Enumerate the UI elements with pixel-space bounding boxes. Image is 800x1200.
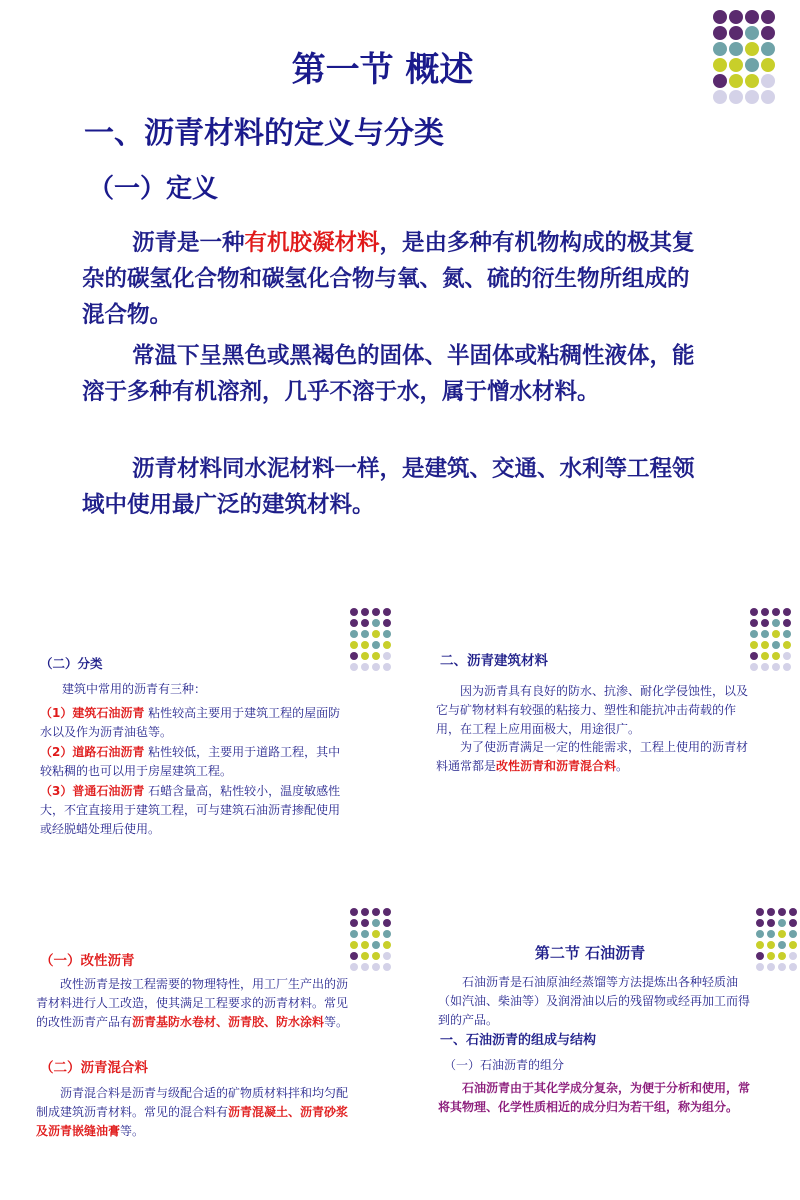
decorative-dot xyxy=(372,608,380,616)
decorative-dot xyxy=(361,630,369,638)
decorative-dot xyxy=(783,641,791,649)
decorative-dot xyxy=(350,630,358,638)
decorative-dot xyxy=(383,930,391,938)
highlight-term: 有机胶凝材料 xyxy=(244,230,380,256)
item-label: （3）普通石油沥青 xyxy=(40,784,145,798)
decorative-dot xyxy=(772,608,780,616)
decorative-dot xyxy=(372,952,380,960)
section-heading: 一、石油沥青的组成与结构 xyxy=(440,1033,597,1048)
decorative-dot xyxy=(350,952,358,960)
decorative-dot xyxy=(783,619,791,627)
item-label: （2）道路石油沥青 xyxy=(40,745,145,759)
decorative-dot xyxy=(761,663,769,671)
decorative-dot xyxy=(783,652,791,660)
decorative-dot xyxy=(729,10,743,24)
decorative-dot xyxy=(789,919,797,927)
section-heading: 一、沥青材料的定义与分类 xyxy=(84,116,444,151)
decorative-dot xyxy=(361,919,369,927)
decorative-dot xyxy=(361,608,369,616)
decorative-dot xyxy=(783,608,791,616)
slide-classification xyxy=(0,600,400,900)
decorative-dot xyxy=(383,963,391,971)
paragraph: 因为沥青具有良好的防水、抗渗、耐化学侵蚀性，以及它与矿物材料有较强的粘接力、塑性和能抗冲击荷载的作用，在工程上应用面极大，用途很广。 xyxy=(436,684,749,736)
paragraph: 石油沥青由于其化学成分复杂，为便于分析和使用，常将其物理、化学性质相近的成分归为若干组，称为组分。 xyxy=(438,1081,751,1114)
decorative-dot-grid xyxy=(350,608,391,671)
decorative-dot xyxy=(772,619,780,627)
paragraph: 改性沥青是按工程需要的物理特性，用工厂生产出的沥青材料进行人工改造，使其满足工程要求的沥青材料。常见的改性沥青产品有沥青基防水卷材、沥青胶、防水涂料等。 xyxy=(36,977,349,1029)
decorative-dot xyxy=(372,908,380,916)
decorative-dot xyxy=(372,963,380,971)
highlight-term: 沥青混凝土、沥青砂浆及沥青嵌缝油膏 xyxy=(36,1105,349,1138)
decorative-dot xyxy=(772,641,780,649)
section-heading: 二、沥青建筑材料 xyxy=(440,653,548,669)
decorative-dot xyxy=(761,641,769,649)
decorative-dot xyxy=(361,930,369,938)
decorative-dot xyxy=(361,641,369,649)
decorative-dot xyxy=(383,663,391,671)
paragraph: 为了使沥青满足一定的性能需求，工程上使用的沥青材料通常都是改性沥青和沥青混合料。 xyxy=(436,740,749,773)
heading-marker: （一）改性沥青 xyxy=(40,953,135,969)
decorative-dot xyxy=(350,919,358,927)
decorative-dot xyxy=(761,652,769,660)
decorative-dot xyxy=(361,908,369,916)
decorative-dot xyxy=(750,630,758,638)
list-item: （3）普通石油沥青 石蜡含量高，粘性较小，温度敏感性大，不宜直接用于建筑工程，可与建筑石油沥青掺配使用或经脱蜡处理后使用。 xyxy=(40,784,341,836)
decorative-dot xyxy=(383,919,391,927)
decorative-dot xyxy=(783,663,791,671)
subsection-heading: （一）石油沥青的组分 xyxy=(444,1058,565,1072)
decorative-dot xyxy=(372,663,380,671)
decorative-dot xyxy=(778,963,786,971)
decorative-dot xyxy=(350,641,358,649)
subsection-heading: （一）定义 xyxy=(88,174,219,204)
decorative-dot xyxy=(750,641,758,649)
decorative-dot xyxy=(767,919,775,927)
decorative-dot xyxy=(383,619,391,627)
decorative-dot xyxy=(713,26,727,40)
decorative-dot xyxy=(761,608,769,616)
decorative-dot xyxy=(756,930,764,938)
decorative-dot xyxy=(361,952,369,960)
decorative-dot xyxy=(372,930,380,938)
decorative-dot xyxy=(361,663,369,671)
decorative-dot xyxy=(361,963,369,971)
properties-paragraph: 常温下呈黑色或黑褐色的固体、半固体或粘稠性液体，能溶于多种有机溶剂，几乎不溶于水，属于憎水材料。 xyxy=(82,343,695,405)
slide-modified-asphalt xyxy=(0,900,400,1200)
decorative-dot xyxy=(361,941,369,949)
decorative-dot xyxy=(767,930,775,938)
slide-title: 第二节 石油沥青 xyxy=(534,944,646,962)
decorative-dot xyxy=(772,663,780,671)
decorative-dot xyxy=(745,26,759,40)
decorative-dot xyxy=(383,630,391,638)
decorative-dot xyxy=(350,908,358,916)
decorative-dot xyxy=(350,619,358,627)
decorative-dot xyxy=(778,919,786,927)
decorative-dot xyxy=(767,908,775,916)
decorative-dot xyxy=(350,930,358,938)
paragraph: 石油沥青是石油原油经蒸馏等方法提炼出各种轻质油（如汽油、柴油等）及润滑油以后的残留物或经再加工而得到的产品。 xyxy=(438,975,751,1027)
decorative-dot xyxy=(372,941,380,949)
subsection-heading: （二）分类 xyxy=(40,656,103,671)
decorative-dot xyxy=(756,908,764,916)
decorative-dot xyxy=(789,941,797,949)
decorative-dot xyxy=(729,90,743,104)
decorative-dot xyxy=(761,90,775,104)
usage-paragraph: 沥青材料同水泥材料一样，是建筑、交通、水利等工程领域中使用最广泛的建筑材料。 xyxy=(82,456,695,518)
definition-paragraph: 沥青是一种有机胶凝材料，是由多种有机物构成的极其复杂的碳氢化合物和碳氢化合物与氧、氮、硫的衍生物所组成的混合物。 xyxy=(82,230,695,328)
decorative-dot xyxy=(778,930,786,938)
decorative-dot xyxy=(761,619,769,627)
decorative-dot xyxy=(783,630,791,638)
decorative-dot xyxy=(756,963,764,971)
decorative-dot xyxy=(350,963,358,971)
list-item: （1）建筑石油沥青 粘性较高主要用于建筑工程的屋面防水以及作为沥青油毡等。 xyxy=(40,706,341,739)
decorative-dot xyxy=(761,630,769,638)
decorative-dot xyxy=(383,608,391,616)
paragraph: 沥青混合料是沥青与级配合适的矿物质材料拌和均匀配制成建筑沥青材料。常见的混合料有沥青混凝土、沥青砂浆及沥青嵌缝油膏等。 xyxy=(36,1086,349,1138)
highlight-term: 改性沥青和沥青混合料 xyxy=(496,759,617,773)
decorative-dot xyxy=(761,26,775,40)
item-label: （1）建筑石油沥青 xyxy=(40,706,145,720)
decorative-dot xyxy=(350,608,358,616)
slide-petroleum-asphalt xyxy=(400,900,800,1200)
decorative-dot xyxy=(361,619,369,627)
decorative-dot xyxy=(361,652,369,660)
subsection-heading xyxy=(40,952,135,971)
decorative-dot-grid xyxy=(750,608,791,671)
decorative-dot xyxy=(750,663,758,671)
decorative-dot xyxy=(372,652,380,660)
highlight-term: 沥青基防水卷材、沥青胶、防水涂料 xyxy=(132,1015,325,1029)
decorative-dot xyxy=(383,652,391,660)
decorative-dot xyxy=(789,908,797,916)
decorative-dot xyxy=(383,908,391,916)
intro-text: 建筑中常用的沥青有三种： xyxy=(62,682,207,696)
decorative-dot xyxy=(350,941,358,949)
decorative-dot xyxy=(383,941,391,949)
decorative-dot xyxy=(713,90,727,104)
decorative-dot xyxy=(713,10,727,24)
decorative-dot xyxy=(729,26,743,40)
decorative-dot xyxy=(772,630,780,638)
slide-title: 第一节 概述 xyxy=(291,50,474,90)
decorative-dot xyxy=(789,952,797,960)
decorative-dot xyxy=(756,919,764,927)
decorative-dot xyxy=(750,619,758,627)
decorative-dot xyxy=(761,10,775,24)
decorative-dot xyxy=(789,963,797,971)
subsection-heading: （二）沥青混合料 xyxy=(40,1060,148,1076)
decorative-dot xyxy=(383,641,391,649)
decorative-dot-grid xyxy=(350,908,391,971)
list-item: （2）道路石油沥青 粘性较低，主要用于道路工程，其中较粘稠的也可以用于房屋建筑工程。 xyxy=(40,745,341,778)
decorative-dot xyxy=(350,652,358,660)
decorative-dot xyxy=(767,963,775,971)
decorative-dot xyxy=(750,608,758,616)
decorative-dot xyxy=(372,919,380,927)
decorative-dot xyxy=(772,652,780,660)
decorative-dot xyxy=(789,930,797,938)
decorative-dot xyxy=(778,908,786,916)
decorative-dot xyxy=(372,619,380,627)
decorative-dot xyxy=(372,641,380,649)
decorative-dot xyxy=(745,10,759,24)
decorative-dot xyxy=(745,90,759,104)
decorative-dot xyxy=(383,952,391,960)
slide-asphalt-materials xyxy=(400,600,800,900)
decorative-dot xyxy=(350,663,358,671)
decorative-dot xyxy=(372,630,380,638)
decorative-dot xyxy=(750,652,758,660)
